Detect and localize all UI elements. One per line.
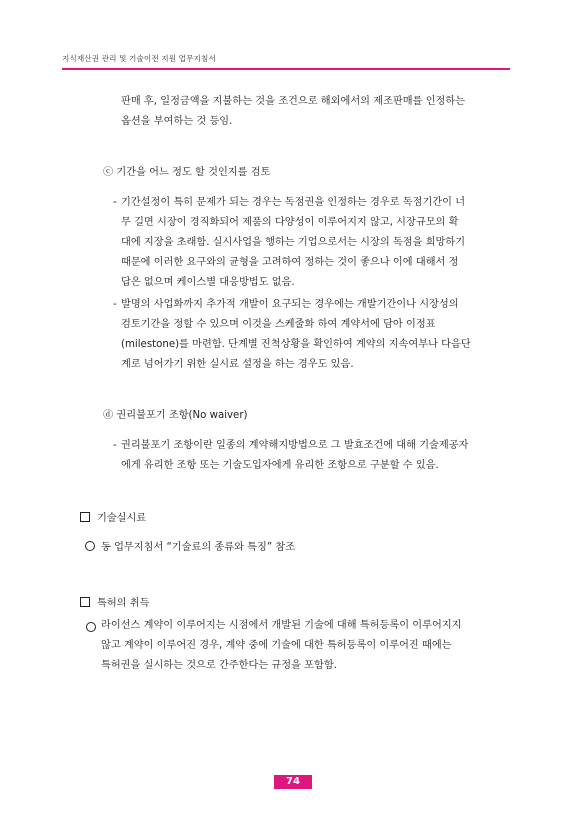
tech-fee-heading-label: 기술실시료: [97, 513, 147, 524]
section-c-bullet-1: [121, 193, 518, 293]
bullet-line: 기간설정이 특히 문제가 되는 경우는 독점권을 인정하는 경우로 독점기간이 너: [121, 197, 466, 208]
patent-line: 않고 계약이 이루어진 경우, 계약 중에 기술에 대한 특허등록이 이루어진 때에는: [101, 640, 452, 651]
intro-paragraph: [121, 92, 516, 132]
checkbox-square-icon: [80, 597, 90, 607]
bullet-line: 답은 없으며 케이스별 대응방법도 없음.: [121, 277, 295, 288]
patent-line: 특허권을 실시하는 것으로 간주한다는 규정을 포함함.: [101, 660, 337, 671]
bullet-line: 검토기간을 정할 수 있으며 이것을 스케줄화 하여 계약서에 담아 이정표: [121, 319, 436, 330]
bullet-line: 권리불포기 조항이란 일종의 계약해지방법으로 그 발효조건에 대해 기술제공자: [121, 440, 469, 451]
tech-fee-heading: [80, 509, 146, 529]
patent-heading: [80, 594, 149, 614]
section-d-bullet-1: [121, 436, 518, 476]
tech-fee-item-text: 동 업무지침서 “기술료의 종류와 특징” 참조: [101, 542, 296, 553]
patent-heading-label: 특허의 취득: [97, 598, 150, 609]
tech-fee-item: [85, 538, 295, 558]
patent-paragraph: [101, 616, 519, 676]
page-number: 74: [274, 775, 312, 789]
bullet-line: 대에 지장을 초래함. 실시사업을 행하는 기업으로서는 시장의 독점을 희망하기: [121, 237, 466, 248]
dash-marker: -: [113, 440, 117, 451]
bullet-line: 계로 넘어가기 위한 실시료 설정을 하는 경우도 있음.: [121, 359, 354, 370]
intro-line: 옵션을 부여하는 것 등임.: [121, 116, 233, 127]
header-title: 지식재산권 관리 및 기술이전 지원 업무지침서: [62, 54, 216, 63]
bullet-line: 때문에 이러한 요구와의 균형을 고려하여 정하는 것이 좋으나 이에 대해서 정: [121, 257, 459, 268]
section-d-title: ⓓ 권리불포기 조항(No waiver): [103, 410, 248, 421]
intro-line: 판매 후, 일정금액을 지불하는 것을 조건으로 해외에서의 제조판매를 인정하는: [121, 96, 466, 107]
circle-bullet-icon: [86, 622, 96, 632]
dash-marker: -: [113, 299, 117, 310]
patent-line: 라이선스 계약이 이루어지는 시점에서 개발된 기술에 대해 특허등록이 이루어지지: [101, 620, 462, 631]
bullet-line: 발명의 사업화까지 추가적 개발이 요구되는 경우에는 개발기간이나 시장성의: [121, 299, 459, 310]
bullet-line: 에게 유리한 조항 또는 기술도입자에게 유리한 조항으로 구분할 수 있음.: [121, 460, 439, 471]
section-c-bullet-2: [121, 295, 518, 375]
bullet-line: 무 길면 시장이 경직화되어 제품의 다양성이 이루어지지 않고, 시장규모의 확: [121, 217, 459, 228]
checkbox-square-icon: [80, 512, 90, 522]
bullet-line: (milestone)를 마련함. 단계별 진척상황을 확인하여 계약의 지속여부나 다음단: [121, 339, 471, 350]
circle-bullet-icon: [85, 541, 95, 551]
section-c-title: ⓒ 기간을 어느 정도 할 것인지를 검토: [103, 167, 271, 178]
header-rule: [62, 68, 510, 70]
dash-marker: -: [113, 197, 117, 208]
